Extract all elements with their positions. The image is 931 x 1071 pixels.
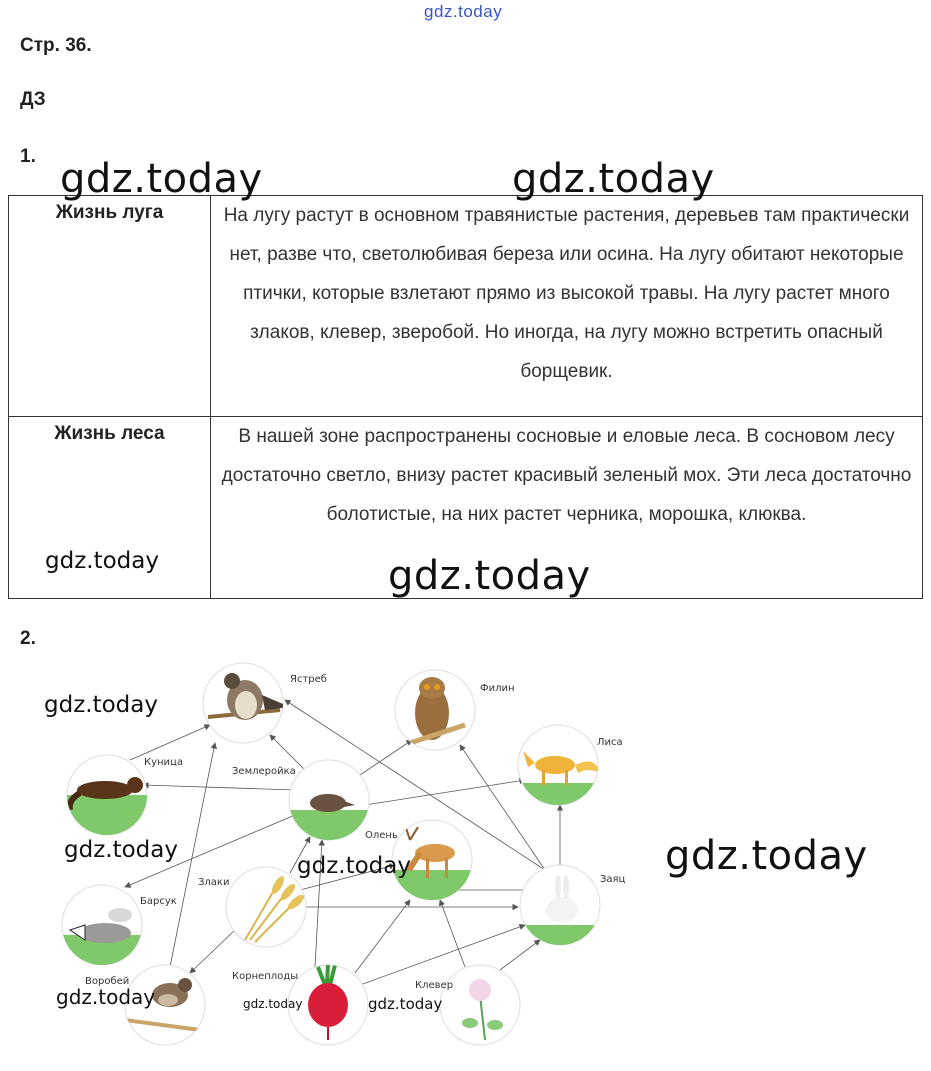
node-hare [518,865,626,955]
row-label-forest: Жизнь леса [9,417,211,599]
watermark: gdz.today [665,833,868,879]
watermark: gdz.today [512,156,715,202]
node-badger [60,885,177,970]
node-label-roots: Корнеплоды [232,971,299,982]
food-web-links [125,700,560,985]
node-fox [510,725,623,813]
node-hawk [203,663,327,743]
node-label-fox: Лиса [597,737,623,748]
node-cereals [198,867,306,947]
node-label-cereals: Злаки [198,877,230,888]
node-label-shrew: Землеройка [232,766,296,777]
link-marten-hawk [130,725,210,760]
node-owl [395,670,515,750]
node-label-marten: Куница [144,757,183,768]
row-text-meadow: На лугу растут в основном травянистые растения, деревьев там практически нет, разве что, светолюбивая береза или осина. На лугу обитают некоторые птички, которые взлетают прямо из высокой травы. На лугу растет много злаков, клевер, зверобой. Но иногда, на лугу можно встретить опасный борщевик. [211,196,923,417]
top-watermark: gdz.today [424,2,503,21]
watermark: gdz.today [45,548,159,574]
node-marten [65,755,183,835]
watermark: gdz.today [56,985,156,1009]
watermark: gdz.today [368,995,443,1013]
link-shrew-fox [365,780,525,805]
node-label-sparrow: Воробей [85,976,130,987]
row-text-forest: В нашей зоне распространены сосновые и еловые леса. В сосновом лесу достаточно светло, внизу растет красивый зеленый мох. Эти леса достаточно болотистые, на них растет черника, морошка, клюква. [211,417,923,599]
table-row [9,196,923,417]
node-label-clover: Клевер [415,980,454,991]
watermark: gdz.today [60,156,263,202]
answer-table [8,195,923,599]
link-clover-deer [440,900,465,967]
node-label-hare: Заяц [600,874,626,885]
watermark: gdz.today [44,692,158,718]
page-reference: Стр. 36. [20,35,92,56]
link-roots-deer [355,900,410,973]
row-label-meadow: Жизнь луга [9,196,211,417]
task-1-number: 1. [20,146,36,167]
task-2-number: 2. [20,628,36,649]
link-clover-hare [500,940,540,970]
link-shrew-owl [360,740,412,775]
watermark: gdz.today [297,853,411,879]
node-label-deer: Олень [365,830,398,841]
watermark: gdz.today [243,997,303,1011]
node-label-owl: Филин [480,683,515,694]
watermark: gdz.today [64,837,178,863]
node-label-hawk: Ястреб [290,674,327,685]
link-shrew-hawk [270,735,305,770]
link-shrew-marten [143,785,295,790]
node-label-badger: Барсук [140,896,177,907]
watermark: gdz.today [388,553,591,599]
link-cereals-sparrow [190,930,235,973]
section-title: ДЗ [20,89,46,110]
